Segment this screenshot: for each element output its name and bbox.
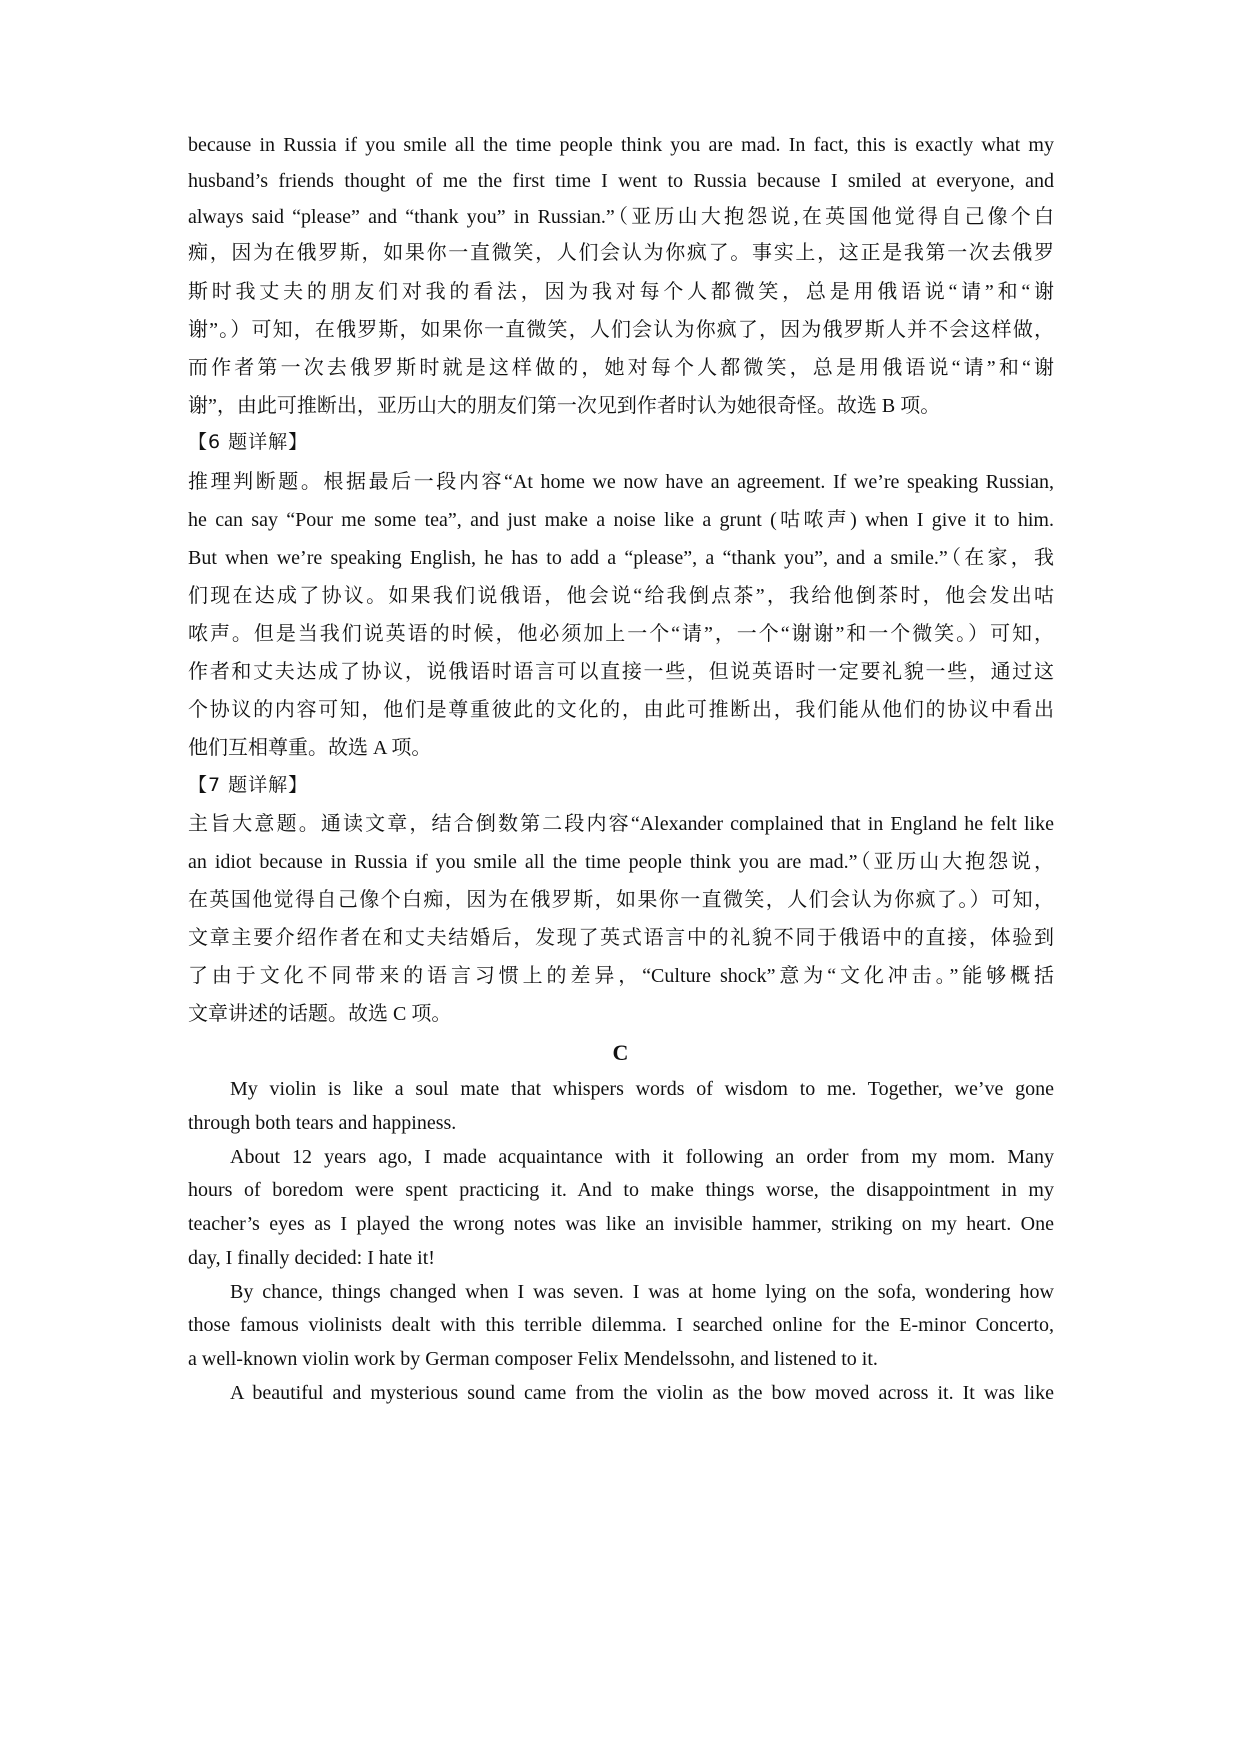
text-line: always said “please” and “thank you” in Russian.”（亚历山大抱怨说,在英国他觉得自己像个白 bbox=[188, 206, 1054, 228]
text-line: 文章主要介绍作者在和丈夫结婚后，发现了英式语言中的礼貌不同于俄语中的直接，体验到 bbox=[188, 927, 1054, 949]
paragraph-line: By chance, things changed when I was seven. I was at home lying on the sofa, wondering how bbox=[230, 1281, 1054, 1303]
paragraph-line: A beautiful and mysterious sound came from the violin as the bow moved across it. It was like bbox=[230, 1382, 1054, 1404]
paragraph-line: teacher’s eyes as I played the wrong notes was like an invisible hammer, striking on my heart. One bbox=[188, 1213, 1054, 1235]
text-line: 作者和丈夫达成了协议，说俄语时语言可以直接一些，但说英语时一定要礼貌一些，通过这 bbox=[188, 661, 1054, 683]
text-line: 们现在达成了协议。如果我们说俄语，他会说“给我倒点茶”，我给他倒茶时，他会发出咕 bbox=[188, 585, 1054, 607]
paragraph-line: hours of boredom were spent practicing it. And to make things worse, the disappointment in my bbox=[188, 1179, 1054, 1201]
paragraph-line: a well-known violin work by German composer Felix Mendelssohn, and listened to it. bbox=[188, 1348, 878, 1370]
paragraph-line: day, I finally decided: I hate it! bbox=[188, 1247, 435, 1269]
paragraph-line: My violin is like a soul mate that whispers words of wisdom to me. Together, we’ve gone bbox=[230, 1078, 1054, 1100]
section-heading: 【7 题详解】 bbox=[188, 774, 309, 796]
text-line: 主旨大意题。通读文章，结合倒数第二段内容“Alexander complained that in England he felt like bbox=[188, 813, 1054, 835]
text-line: 斯时我丈夫的朋友们对我的看法，因为我对每个人都微笑，总是用俄语说“请”和“谢 bbox=[188, 281, 1054, 303]
passage-title: C bbox=[612, 1040, 629, 1065]
text-line: 个协议的内容可知，他们是尊重彼此的文化的，由此可推断出，我们能从他们的协议中看出 bbox=[188, 699, 1054, 721]
text-line: 推理判断题。根据最后一段内容“At home we now have an agreement. If we’re speaking Russian, bbox=[188, 471, 1054, 493]
text-line: husband’s friends thought of me the first time I went to Russia because I smiled at everyone, and bbox=[188, 170, 1054, 192]
text-line: 了由于文化不同带来的语言习惯上的差异，“Culture shock”意为“文化冲击。”能够概括 bbox=[188, 965, 1054, 987]
text-line: an idiot because in Russia if you smile all the time people think you are mad.”（亚历山大抱怨说， bbox=[188, 851, 1054, 873]
paragraph-line: those famous violinists dealt with this terrible dilemma. I searched online for the E-minor Concerto, bbox=[188, 1314, 1054, 1336]
text-line: 而作者第一次去俄罗斯时就是这样做的，她对每个人都微笑，总是用俄语说“请”和“谢 bbox=[188, 357, 1054, 379]
text-line: he can say “Pour me some tea”, and just make a noise like a grunt (咕哝声) when I give it to him. bbox=[188, 509, 1054, 531]
paragraph-line: through both tears and happiness. bbox=[188, 1112, 457, 1134]
text-line: 文章讲述的话题。故选 C 项。 bbox=[188, 1003, 452, 1025]
text-line: 哝声。但是当我们说英语的时候，他必须加上一个“请”，一个“谢谢”和一个微笑。）可知， bbox=[188, 623, 1054, 645]
text-line: 他们互相尊重。故选 A 项。 bbox=[188, 737, 432, 759]
text-line: 痴，因为在俄罗斯，如果你一直微笑，人们会认为你疯了。事实上，这正是我第一次去俄罗 bbox=[188, 242, 1054, 264]
text-line: 谢”。）可知，在俄罗斯，如果你一直微笑，人们会认为你疯了，因为俄罗斯人并不会这样做， bbox=[188, 319, 1054, 341]
text-line: 谢”，由此可推断出，亚历山大的朋友们第一次见到作者时认为她很奇怪。故选 B 项。 bbox=[188, 395, 941, 417]
section-heading: 【6 题详解】 bbox=[188, 431, 309, 453]
text-line: But when we’re speaking English, he has to add a “please”, a “thank you”, and a smile.”（在家，我 bbox=[188, 547, 1054, 569]
text-line: 在英国他觉得自己像个白痴，因为在俄罗斯，如果你一直微笑，人们会认为你疯了。）可知， bbox=[188, 889, 1054, 911]
paragraph-line: About 12 years ago, I made acquaintance with it following an order from my mom. Many bbox=[230, 1146, 1054, 1168]
text-line: because in Russia if you smile all the time people think you are mad. In fact, this is exactly what my bbox=[188, 134, 1054, 156]
